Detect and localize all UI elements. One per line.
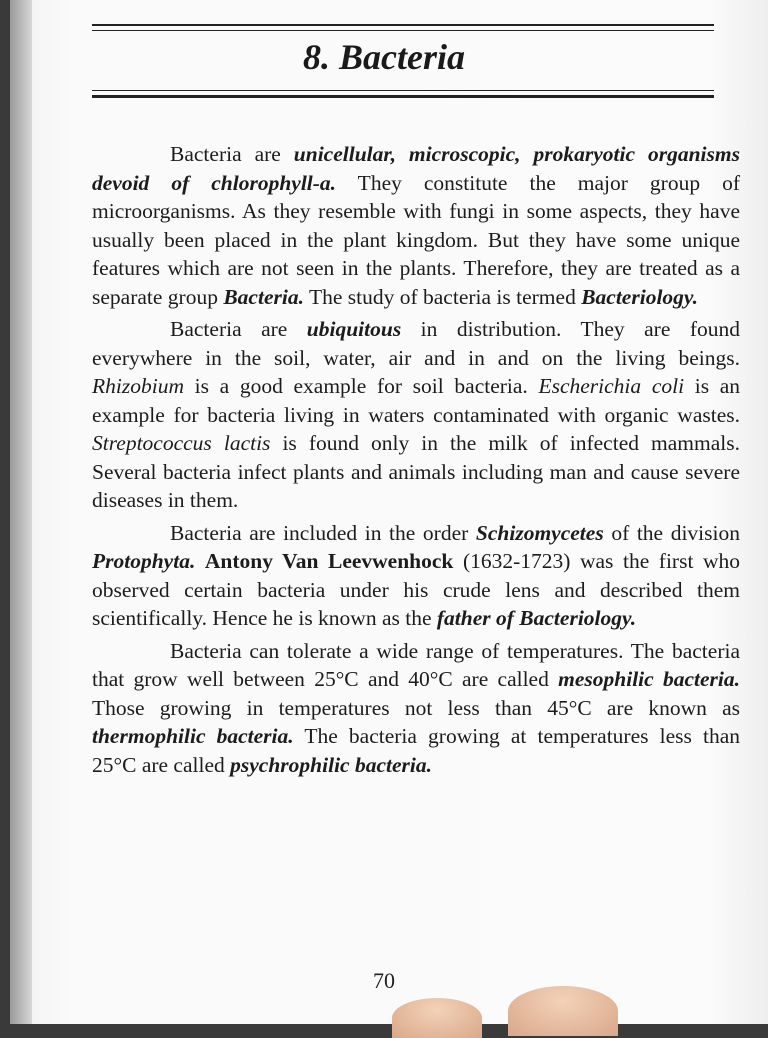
body-text-run: of the division xyxy=(603,520,740,545)
body-text xyxy=(92,140,740,783)
emphasis-text: father of Bacteriology. xyxy=(436,606,637,630)
emphasis-text: thermophilic bacteria. xyxy=(92,724,294,748)
top-rule-thin xyxy=(92,30,714,31)
body-text-run: (1632-1723) was the first who observed certain bacteria under his crude lens and described them scientifically. Hence he is known as the xyxy=(92,549,741,630)
body-text-run: is a good example for soil bacteria. xyxy=(183,374,539,398)
book-gutter xyxy=(10,0,32,1024)
top-rule xyxy=(92,24,714,26)
body-text-run: is an example for bacteria living in waters contaminated with organic wastes. xyxy=(92,374,741,427)
page-number: 70 xyxy=(373,968,395,993)
body-text-run: Bacteria can tolerate a wide range of temperatures. The bacteria that grow well between 25°C and 40°C are called xyxy=(92,638,740,691)
emphasis-text: unicellular, microscopic, prokaryotic organisms devoid of chlorophyll-a. xyxy=(92,142,740,195)
bottom-rule-thin xyxy=(92,90,714,91)
bottom-rule xyxy=(92,95,714,98)
body-text-run xyxy=(195,549,205,573)
paragraph-3 xyxy=(92,519,740,633)
body-text-run: is found only in the milk of infected mammals. Several bacteria infect plants and animals including man and cause severe diseases in them. xyxy=(92,431,740,512)
emphasis-text: Streptococcus lactis xyxy=(92,431,271,455)
emphasis-text: Bacteriology. xyxy=(581,284,699,309)
body-text-run: They constitute the major group of microorganisms. As they resemble with fungi in some aspects, they have usually been placed in the plant kingdom. But they have some unique features which are not seen in the plants. Therefore, they are treated as a separate group xyxy=(92,170,740,309)
chapter-title: 8. Bacteria xyxy=(303,37,465,77)
emphasis-text: Escherichia coli xyxy=(538,374,685,398)
emphasis-text: mesophilic bacteria. xyxy=(558,667,741,691)
body-text-run: Bacteria are xyxy=(170,142,294,166)
body-text-run: The study of bacteria is termed xyxy=(303,284,582,309)
paragraph-4 xyxy=(92,637,740,780)
body-text-run: in distribution. They are found everywhere in the soil, water, air and in and on the living beings. xyxy=(92,317,740,370)
body-text-run: Those growing in temperatures not less than 45°C are known as xyxy=(92,695,740,720)
finger-left xyxy=(392,998,482,1038)
emphasis-text: Protophyta. xyxy=(92,549,196,573)
emphasis-text: psychrophilic bacteria. xyxy=(230,752,432,777)
body-text-run: Bacteria are xyxy=(170,317,307,341)
paragraph-1 xyxy=(92,140,740,311)
body-text-run: The bacteria growing at temperatures less than 25°C are called xyxy=(92,724,740,777)
finger-right xyxy=(508,986,618,1036)
paragraph-2 xyxy=(92,315,740,515)
emphasis-text: ubiquitous xyxy=(306,317,402,341)
emphasis-text: Antony Van Leevwenhock xyxy=(204,549,454,573)
emphasis-text: Schizomycetes xyxy=(475,520,604,545)
emphasis-text: Bacteria. xyxy=(223,284,304,309)
emphasis-text: Rhizobium xyxy=(92,374,184,398)
body-text-run: Bacteria are included in the order xyxy=(170,520,476,545)
